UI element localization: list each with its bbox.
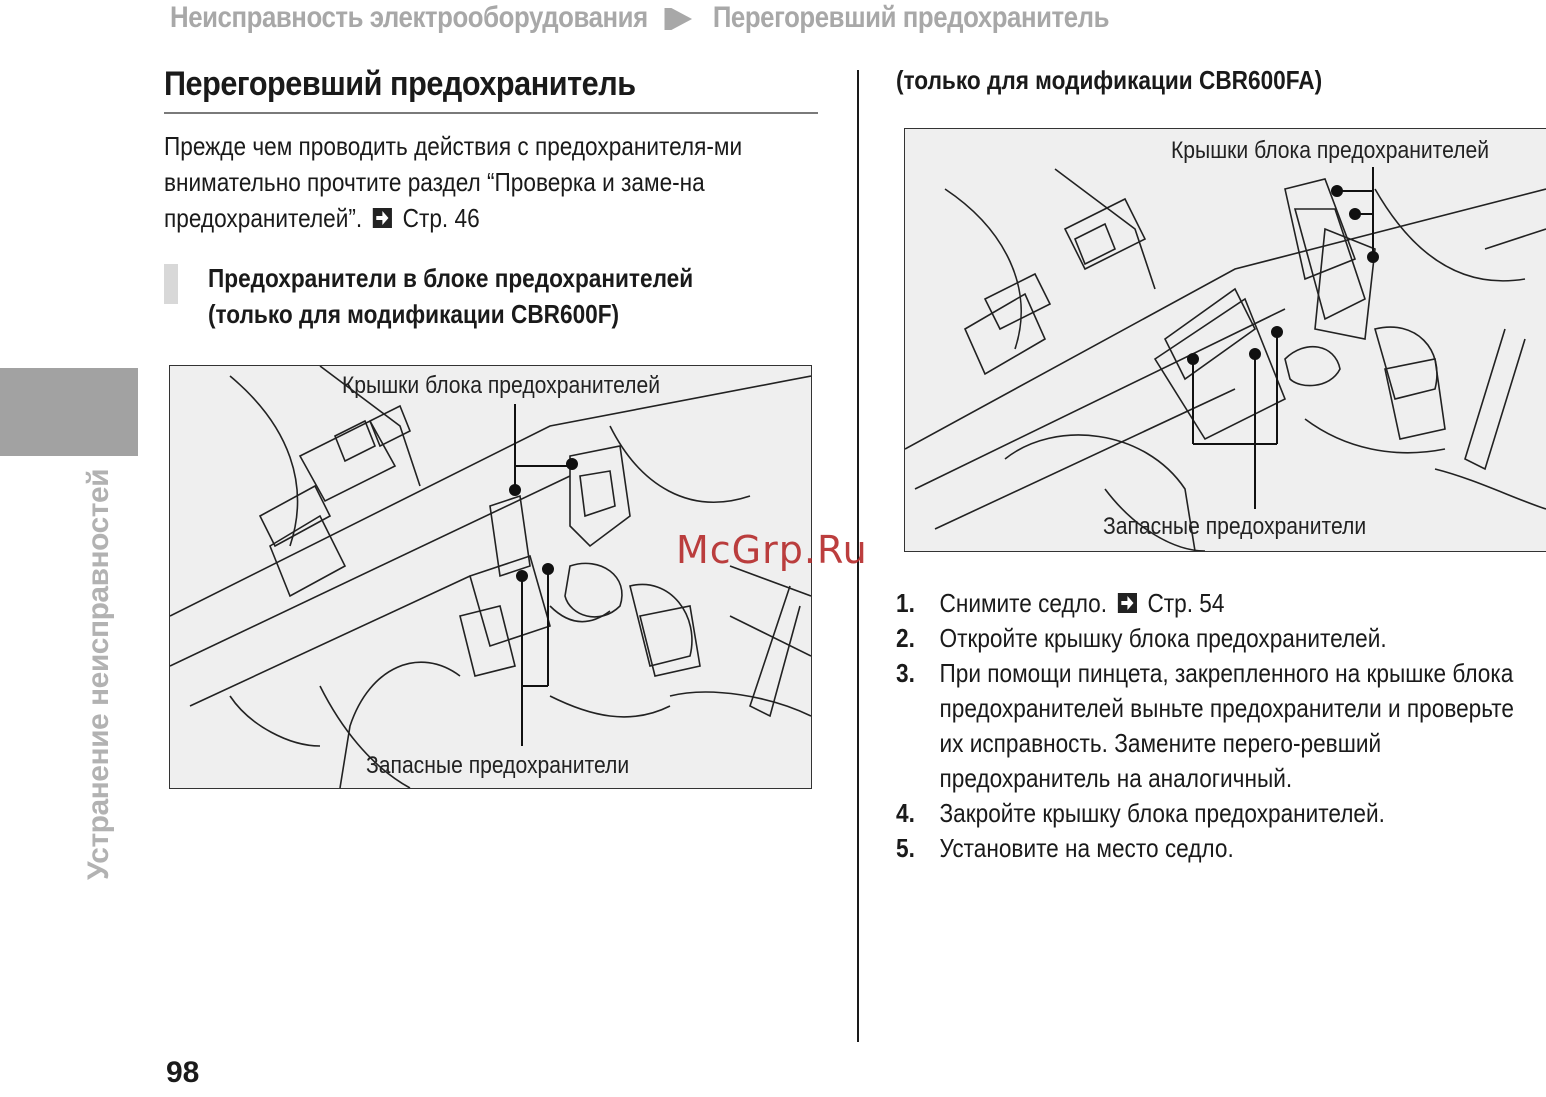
subhead-line-2: (только для модификации CBR600F)	[208, 299, 620, 329]
step-text: Закройте крышку блока предохранителей.	[939, 798, 1385, 828]
title-underline	[164, 112, 818, 114]
page-reference-icon	[1117, 592, 1138, 614]
step-number: 1.	[896, 588, 915, 618]
intro-text: Прежде чем проводить действия с предохранителя-ми внимательно прочтите раздел “Проверка и заме-на предохранителей”.	[164, 131, 743, 233]
running-header	[170, 0, 1288, 40]
step-number: 3.	[896, 658, 915, 688]
right-subhead: (только для модификации CBR600FA)	[896, 65, 1323, 95]
section-tab	[0, 368, 138, 456]
fuse-box-illustration-1	[170, 366, 811, 788]
intro-paragraph	[164, 128, 808, 236]
step-item	[896, 656, 1540, 796]
figure1-label-spare-fuses: Запасные предохранители	[366, 752, 630, 779]
fuse-box-figure-cbr600f	[169, 365, 812, 789]
intro-page-ref[interactable]: Стр. 46	[402, 203, 480, 233]
subhead	[208, 260, 765, 332]
procedure-steps	[896, 586, 1540, 866]
page-title: Перегоревший предохранитель	[164, 65, 636, 103]
step-item	[896, 586, 1540, 621]
figure2-label-covers: Крышки блока предохранителей	[1171, 137, 1490, 164]
figure2-label-spare-fuses: Запасные предохранители	[1103, 513, 1367, 540]
flag-arrow-icon	[663, 6, 694, 32]
step-text: Откройте крышку блока предохранителей.	[939, 623, 1387, 653]
fuse-box-figure-cbr600fa	[904, 128, 1546, 552]
step-text	[940, 586, 1540, 621]
step-number: 2.	[896, 623, 915, 653]
page-number: 98	[166, 1056, 200, 1089]
step-number: 4.	[896, 798, 915, 828]
watermark: McGrp.Ru	[676, 528, 868, 572]
subhead-marker	[164, 264, 178, 304]
header-section: Неисправность электрооборудования	[170, 1, 648, 34]
section-side-label: Устранение неисправностей	[82, 468, 115, 880]
subhead-line-1: Предохранители в блоке предохранителей	[208, 263, 694, 293]
step-item	[896, 796, 1540, 831]
step-text: При помощи пинцета, закрепленного на крышке блока предохранителей выньте предохранители и проверьте их исправность. Замените перего-ревший предохранитель на аналогичный.	[939, 658, 1514, 793]
page-reference-icon	[372, 207, 393, 229]
step-text-content: Снимите седло.	[939, 588, 1108, 618]
step-text: Установите на место седло.	[939, 833, 1234, 863]
step-page-ref[interactable]: Стр. 54	[1147, 588, 1225, 618]
step-item	[896, 831, 1540, 866]
figure1-label-covers: Крышки блока предохранителей	[342, 372, 661, 399]
step-number: 5.	[896, 833, 915, 863]
step-item	[896, 621, 1540, 656]
header-topic: Перегоревший предохранитель	[712, 1, 1110, 34]
fuse-box-illustration-2	[905, 129, 1546, 551]
